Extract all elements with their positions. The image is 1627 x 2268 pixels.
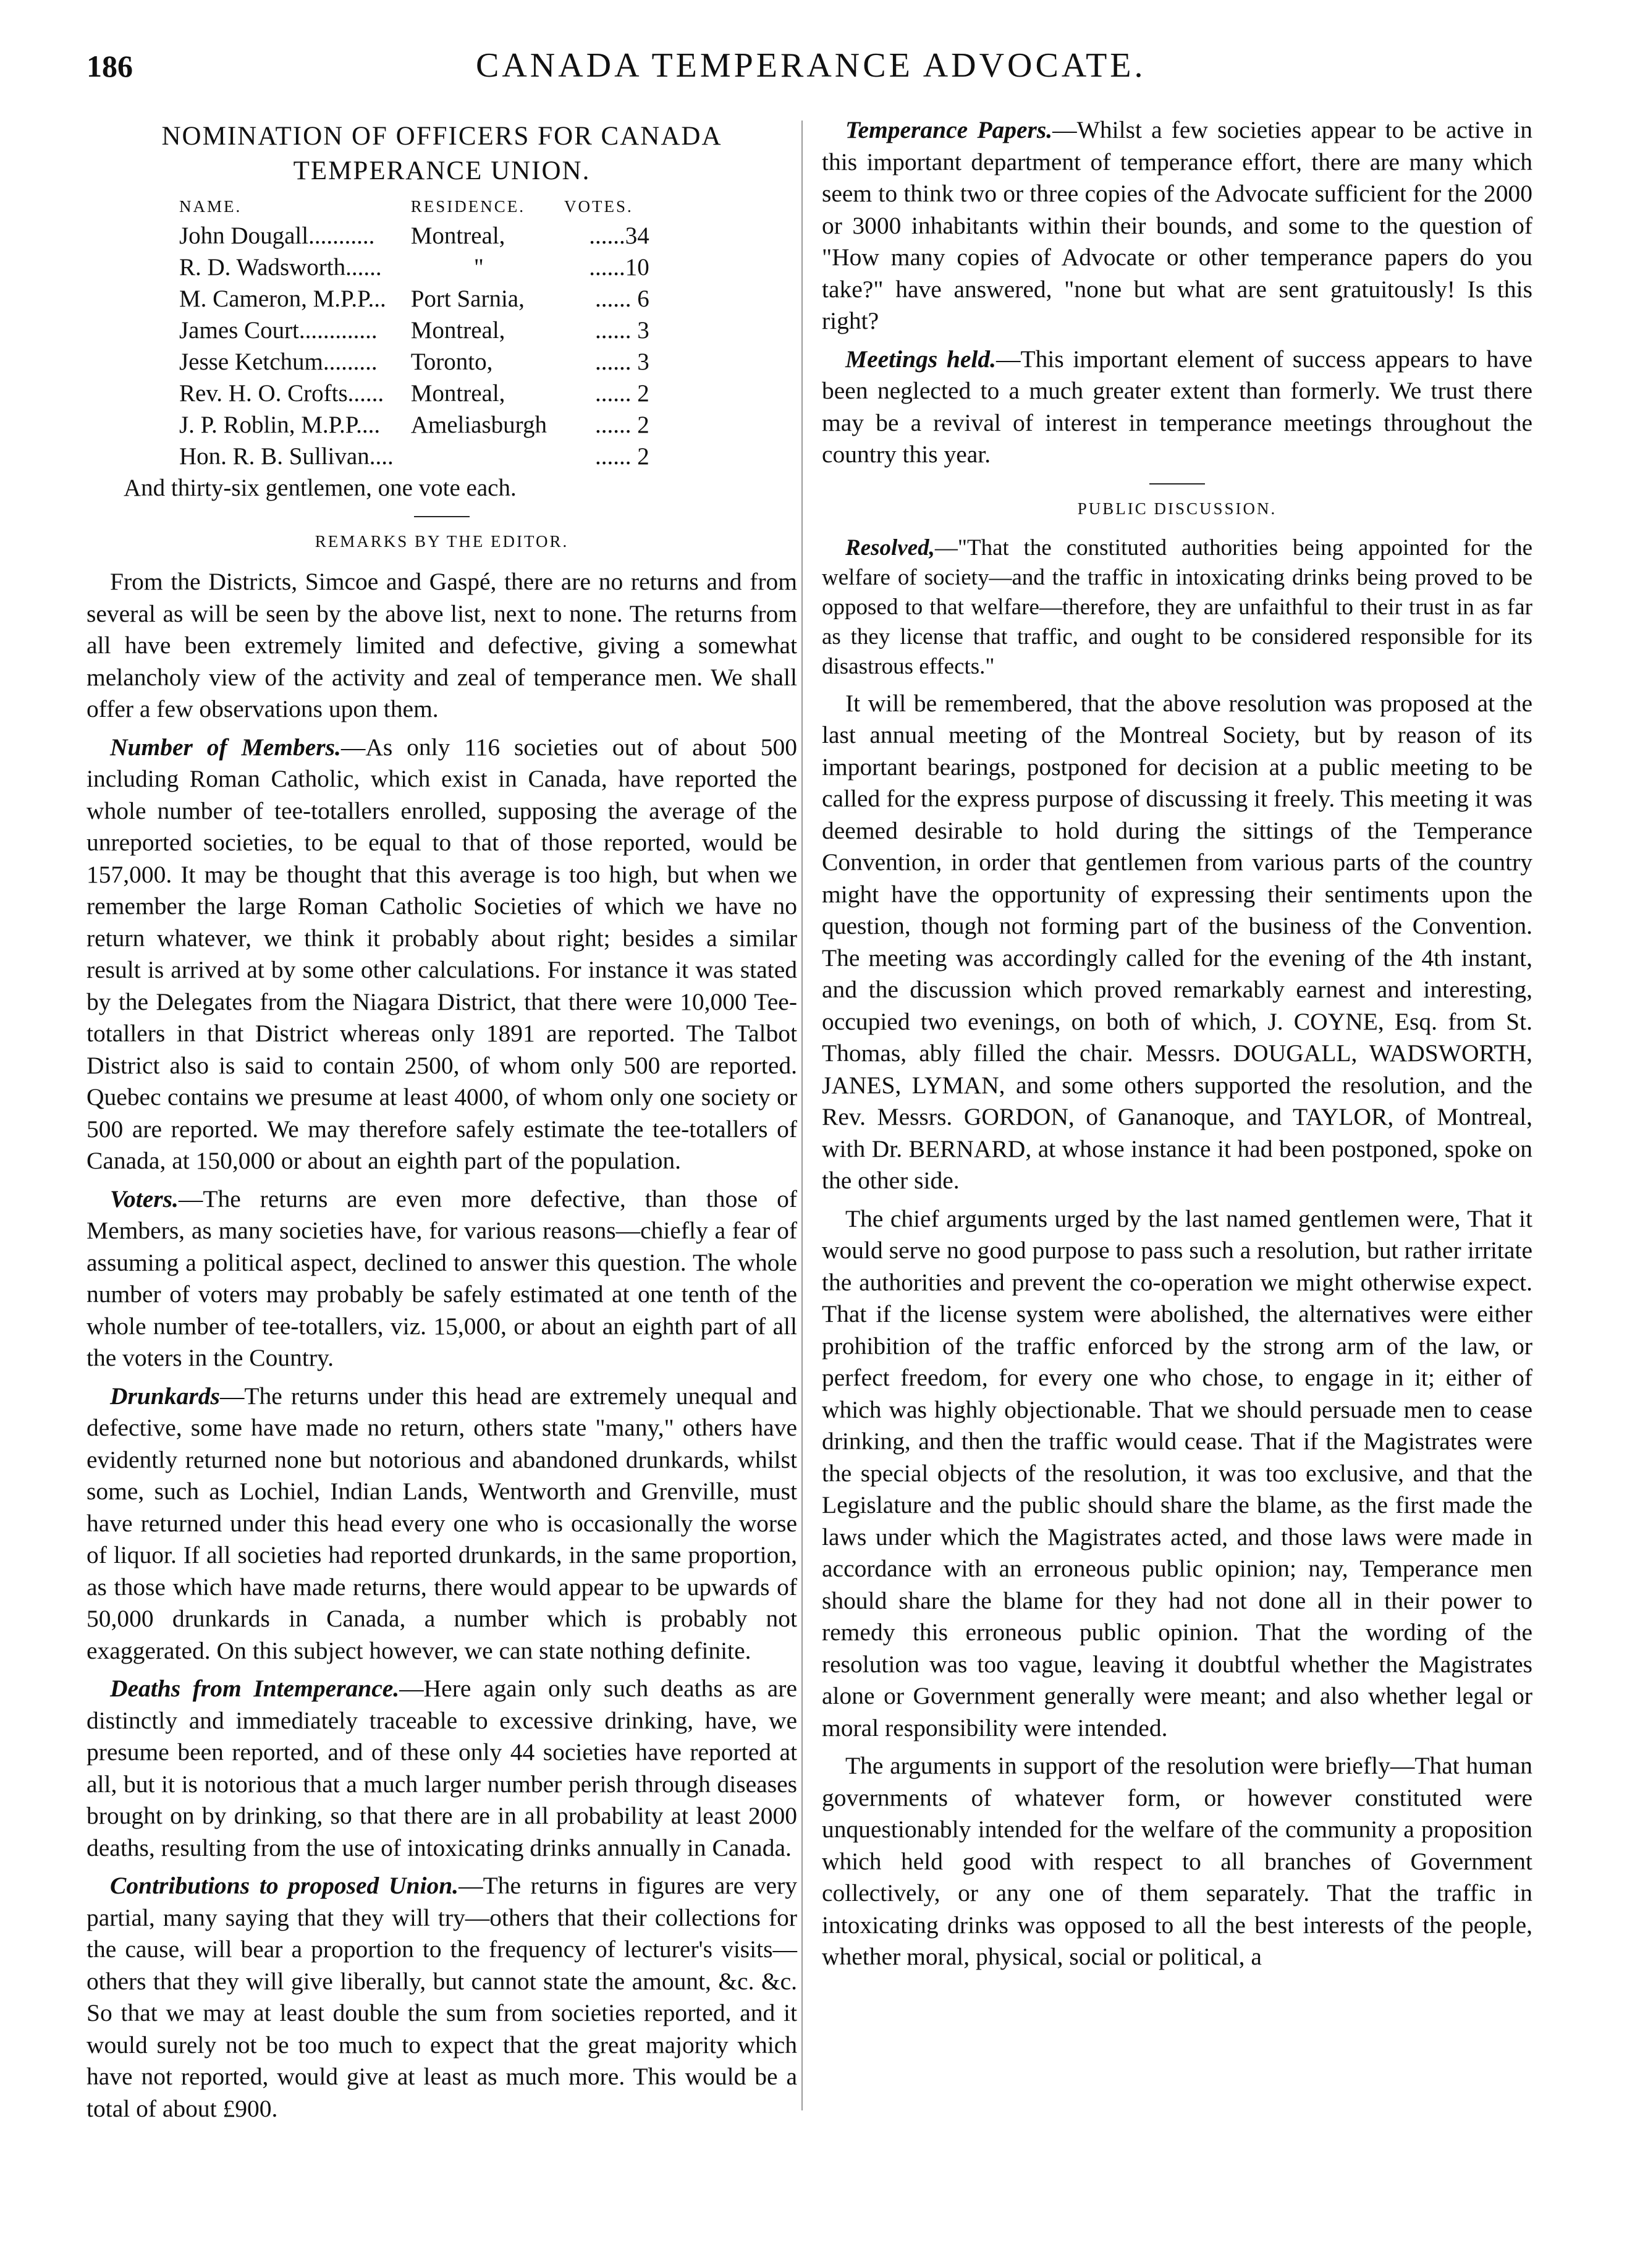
candidate-residence: Ameliasburgh xyxy=(410,412,547,438)
candidate-votes: ...... 2 xyxy=(594,380,649,407)
candidate-votes: ...... 2 xyxy=(594,412,649,438)
candidate-residence: Toronto, xyxy=(410,349,493,375)
candidate-votes: ...... 3 xyxy=(594,317,649,344)
candidate-votes: ......34 xyxy=(589,222,649,249)
column-header-votes: VOTES. xyxy=(564,197,633,216)
remarks-heading: REMARKS BY THE EDITOR. xyxy=(315,532,569,551)
table-row xyxy=(179,441,649,472)
paragraph-body: —This important element of success appears to have been neglected to a much greater extent than formerly. We trust there may be a revival of interest in temperance meetings throughout the country this year. xyxy=(822,345,1533,468)
paragraph-meetings xyxy=(822,344,1532,471)
paragraph-deaths xyxy=(87,1673,797,1864)
paragraph-lead: Number of Members. xyxy=(110,733,341,761)
remarks-intro: From the Districts, Simcoe and Gaspé, there are no returns and from several as will be seen by the above list, next to none. The returns from all have been extremely limited and defective, giving a somewhat melancholy view of the activity and zeal of temperance men. We shall offer a few observations upon them. xyxy=(87,568,797,722)
candidate-residence: Montreal, xyxy=(410,380,505,407)
paragraph-body: —The returns are even more defective, than those of Members, as many societies have, for various reasons—chiefly a fear of assuming a political aspect, declined to answer this question. The whole number of voters may probably be safely estimated at one tenth of the whole number of tee-totallers, viz. 15,000, or about an eighth part of all the voters in the Country. xyxy=(87,1185,797,1371)
paragraph-members xyxy=(87,732,797,1177)
candidate-residence: Montreal, xyxy=(410,222,505,249)
candidate-name: Hon. R. B. Sullivan.... xyxy=(179,443,394,470)
running-title: CANADA TEMPERANCE ADVOCATE. xyxy=(476,46,1146,85)
section-divider xyxy=(414,516,470,517)
candidate-votes: ...... 2 xyxy=(594,443,649,470)
candidate-residence: Port Sarnia, xyxy=(410,286,525,312)
table-row xyxy=(179,315,649,346)
paragraph-body: —"That the constituted authorities being appointed for the welfare of society—and the traffic in intoxicating drinks being proved to be opposed to that welfare—therefore, they are unfaithful to their trust in as far as they license that traffic, and ought to be considered responsible for its disastrous effects." xyxy=(822,535,1532,679)
paragraph-drunkards xyxy=(87,1381,797,1667)
table-row xyxy=(179,346,649,378)
paragraph-voters xyxy=(87,1183,797,1374)
column-divider xyxy=(801,121,803,2110)
discussion-paragraph-1: It will be remembered, that the above resolution was proposed at the last annual meeting of the Montreal Society, but by reason of its important bearings, postponed for decision at a public meeting to be called for the express purpose of discussing it freely. This meeting it was deemed desirable to hold during the sittings of the Temperance Convention, in order that gentlemen from various parts of the country might have the opportunity of expressing their sentiments upon the question, though not forming part of the business of the Convention. The meeting was accordingly called for the evening of the 4th instant, and the discussion which proved remarkably earnest and interesting, occupied two evenings, on both of which, J. COYNE, Esq. from St. Thomas, ably filled the chair. Messrs. DOUGALL, WADSWORTH, JANES, LYMAN, and some others supported the resolution, and the Rev. Messrs. GORDON, of Gananoque, and TAYLOR, of Montreal, with Dr. BERNARD, at whose instance it had been postponed, spoke on the other side. xyxy=(822,689,1532,1194)
table-row xyxy=(179,378,649,409)
candidate-votes: ......10 xyxy=(589,254,649,281)
candidate-name: M. Cameron, M.P.P... xyxy=(179,286,386,312)
candidate-residence xyxy=(411,441,564,472)
paragraph-body: —As only 116 societies out of about 500 including Roman Catholic, which exist in Canada, have reported the whole number of tee-totallers enrolled, supposing the average of the unreported societies, to be equal to that of those reported, would be 157,000. It may be thought that this average is too high, but when we remember the large Roman Catholic Societies of which we have no return whatever, we think it probably about right; besides a similar result is arrived at by some other calculations. For instance it was stated by the Delegates from the Niagara District, that there were 10,000 Tee-totallers in that District whereas only 1891 are reported. The Talbot District also is said to contain 2500, of whom only 500 are reported. Quebec contains we presume at least 4000, of whom only one society or 500 are reported. We may therefore safely estimate the tee-totallers of Canada, at 150,000 or about an eighth part of the population. xyxy=(87,733,797,1174)
candidate-name: James Court............. xyxy=(179,317,378,344)
resolution-text xyxy=(822,533,1532,682)
paragraph-lead: Resolved, xyxy=(845,535,935,561)
table-row xyxy=(179,252,649,283)
paragraph-lead: Meetings held. xyxy=(845,345,996,373)
paragraph-lead: Contributions to proposed Union. xyxy=(110,1872,459,1899)
paragraph-lead: Temperance Papers. xyxy=(845,116,1053,143)
paragraph-lead: Deaths from Intemperance. xyxy=(110,1675,400,1702)
section-divider xyxy=(1149,483,1205,484)
paragraph-papers xyxy=(822,114,1532,337)
votes-table-header xyxy=(179,197,649,220)
discussion-paragraph-3: The arguments in support of the resolution were briefly—That human governments of whatever form, or however constituted were unquestionably intended for the welfare of the community a proposition which held good with respect to all branches of Government collectively, or any one of them separately. That the traffic in intoxicating drinks was opposed to all the best interests of the people, whether moral, physical, social or political, a xyxy=(822,1752,1532,1970)
column-header-name: NAME. xyxy=(179,197,242,216)
page-header xyxy=(0,0,1627,108)
table-row xyxy=(179,409,649,441)
candidate-residence: Montreal, xyxy=(410,317,505,344)
candidate-name: John Dougall........... xyxy=(179,222,375,249)
candidate-name: Rev. H. O. Crofts...... xyxy=(179,380,384,407)
paragraph-lead: Drunkards xyxy=(110,1382,220,1410)
paragraph-body: —The returns under this head are extremely unequal and defective, some have made no return, others state "many," others have evidently returned none but notorious and abandoned drunkards, whilst some, such as Lochiel, Indian Lands, Wentworth and Grenville, must have returned under this head every one who is occasionally the worse of liquor. If all societies had reported drunkards, in the same proportion, as those which have made returns, there would appear to be upwards of 50,000 drunkards in Canada, a number which is probably not exaggerated. On this subject however, we can state nothing definite. xyxy=(87,1382,797,1664)
nomination-title: NOMINATION OF OFFICERS FOR CANADA TEMPERANCE UNION. xyxy=(161,122,722,185)
candidate-residence: " xyxy=(473,254,484,281)
paragraph-body: —Whilst a few societies appear to be active in this important department of temperance effort, there are many which seem to think two or three copies of the Advocate sufficient for the 2000 or 3000 inhabitants within their bounds, and some to the question of "How many copies of Advocate or other temperance papers do you take?" have answered, "none but what are sent gratuitously! Is this right? xyxy=(822,116,1532,334)
paragraph-contributions xyxy=(87,1870,797,2125)
candidate-name: R. D. Wadsworth...... xyxy=(179,254,382,281)
paragraph-lead: Voters. xyxy=(110,1185,179,1212)
discussion-paragraph-2: The chief arguments urged by the last named gentlemen were, That it would serve no good purpose to pass such a resolution, but rather irritate the authorities and prevent the co-operation we might otherwise expect. That if the license system were abolished, the alternatives were either prohibition of the traffic enforced by the strong arm of the law, or perfect freedom, for every one who chose, to engage in it; either of which was highly objectionable. That we should persuade men to cease drinking, and then the traffic would cease. That if the Magistrates were the special objects of the resolution, it was too exclusive, and that the Legislature and the public should share the blame, as the first made the laws under which the Magistrates acted, and those laws were made in accordance with an erroneous public opinion; nay, Temperance men should share the blame for they had not done all in their power to remedy this erroneous public opinion. That the wording of the resolution was too vague, leaving it doubtful whether the Magistrates alone or Government generally were meant; and also whether legal or moral responsibility were intended. xyxy=(822,1204,1532,1741)
table-row xyxy=(179,283,649,315)
right-column xyxy=(822,114,1532,1979)
discussion-heading: PUBLIC DISCUSSION. xyxy=(1077,499,1277,518)
paragraph-body: —The returns in figures are very partial, many saying that they will try—others that their collections for the cause, will bear a proportion to the frequency of lecturer's visits—others that they will give liberally, but cannot state the amount, &c. &c. So that we may at least double the sum from societies reported, and it would surely not be too much to expect that the great majority which have not reported, would give at least as much more. This would be a total of about £900. xyxy=(87,1872,797,2122)
left-column xyxy=(87,114,797,2131)
candidate-votes: ...... 6 xyxy=(594,286,649,312)
paragraph-body: —Here again only such deaths as are distinctly and immediately traceable to excessive drinking, have, we presume been reported, and of these only 44 societies have reported at all, but it is notorious that a much larger number perish through diseases brought on by drinking, so that there are in all probability at least 2000 deaths, resulting from the use of intoxicating drinks annually in Canada. xyxy=(87,1675,797,1861)
column-header-residence: RESIDENCE. xyxy=(410,197,525,216)
votes-table xyxy=(179,197,649,472)
nomination-footnote: And thirty-six gentlemen, one vote each. xyxy=(124,475,517,501)
candidate-name: Jesse Ketchum......... xyxy=(179,349,378,375)
candidate-votes: ...... 3 xyxy=(594,349,649,375)
page-number: 186 xyxy=(87,49,133,83)
candidate-name: J. P. Roblin, M.P.P.... xyxy=(179,412,381,438)
table-row xyxy=(179,220,649,252)
